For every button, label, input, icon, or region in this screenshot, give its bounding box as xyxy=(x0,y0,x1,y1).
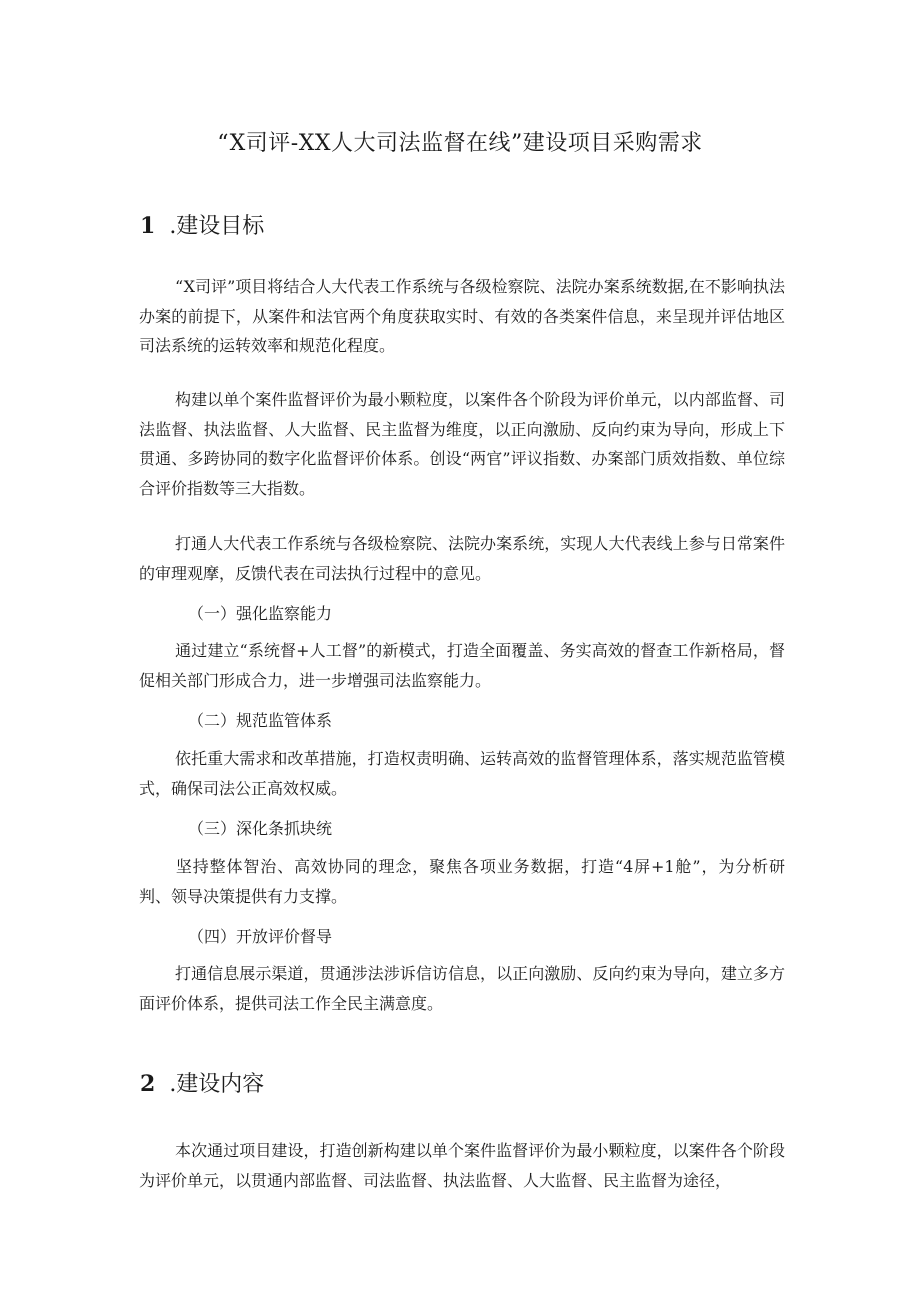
paragraph xyxy=(139,272,785,361)
paragraph xyxy=(139,529,785,588)
document-title: “X司评-XX人大司法监督在线”建设项目采购需求 xyxy=(217,131,703,156)
section-title: .建设内容 xyxy=(169,1072,265,1097)
paragraph xyxy=(139,385,785,503)
paragraph xyxy=(139,852,785,911)
paragraph-text: 坚持整体智治、高效协同的理念，聚焦各项业务数据，打造“4屏+1舱”，为分析研判、领导决策提供有力支撑。 xyxy=(139,857,785,906)
paragraph-text: 构建以单个案件监督评价为最小颗粒度，以案件各个阶段为评价单元，以内部监督、司法监督、执法监督、人大监督、民主监督为维度，以正向激励、反向约束为导向，形成上下贯通、多跨协同的数字化监督评价体系。创设“两官”评议指数、办案部门质效指数、单位综合评价指数等三大指数。 xyxy=(139,390,785,498)
subsection-heading: （三）深化条抓块统 xyxy=(188,819,333,838)
section-number: 1 xyxy=(140,213,156,239)
section-heading-contents xyxy=(140,1069,264,1100)
paragraph xyxy=(139,959,785,1018)
paragraph-text: 通过建立“系统督+人工督”的新模式，打造全面覆盖、务实高效的督查工作新格局，督促相关部门形成合力，进一步增强司法监察能力。 xyxy=(139,641,785,690)
paragraph xyxy=(139,636,785,695)
paragraph-text: “X司评”项目将结合人大代表工作系统与各级检察院、法院办案系统数据,在不影响执法办案的前提下，从案件和法官两个角度获取实时、有效的各类案件信息，来呈现并评估地区司法系统的运转效率和规范化程度。 xyxy=(139,277,785,355)
paragraph-text: 本次通过项目建设，打造创新构建以单个案件监督评价为最小颗粒度，以案件各个阶段为评价单元，以贯通内部监督、司法监督、执法监督、人大监督、民主监督为途径， xyxy=(139,1141,785,1190)
section-number: 2 xyxy=(140,1071,156,1097)
paragraph xyxy=(139,1136,785,1195)
paragraph-text: 依托重大需求和改革措施，打造权责明确、运转高效的监督管理体系，落实规范监管模式，确保司法公正高效权威。 xyxy=(139,749,785,798)
subsection-heading: （一）强化监察能力 xyxy=(188,604,333,623)
paragraph xyxy=(139,744,785,803)
section-heading-goals xyxy=(140,211,264,242)
subsection-heading: （二）规范监管体系 xyxy=(188,711,333,730)
paragraph-text: 打通人大代表工作系统与各级检察院、法院办案系统，实现人大代表线上参与日常案件的审理观摩，反馈代表在司法执行过程中的意见。 xyxy=(139,534,785,583)
section-title: .建设目标 xyxy=(169,214,265,239)
subsection-heading: （四）开放评价督导 xyxy=(188,927,333,946)
paragraph-text: 打通信息展示渠道，贯通涉法涉诉信访信息，以正向激励、反向约束为导向，建立多方面评价体系，提供司法工作全民主满意度。 xyxy=(139,964,785,1013)
